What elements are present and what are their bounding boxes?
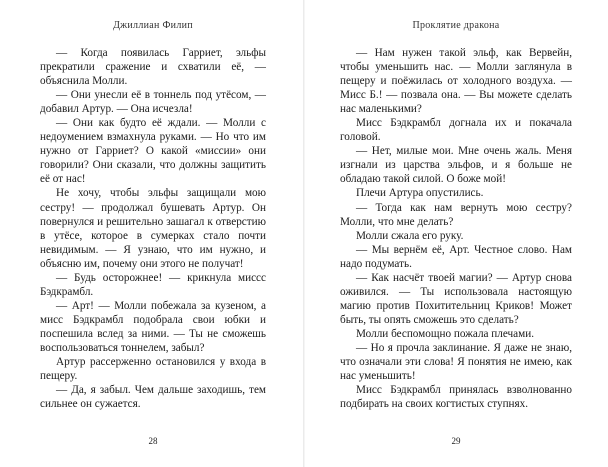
paragraph: — Как насчёт твоей магии? — Артур снова оживился. — Ты использовала настоящую магию против Похитительниц Криков! Может быть, ты опять сможешь это сделать? (340, 271, 572, 326)
paragraph: Не хочу, чтобы эльфы защищали мою сестру! — продолжал бушевать Артур. Он повернулся и решительно зашагал к отверстию в утёсе, которое в сумерках стало почти невидимым. — Я узнаю, что им нужно, и объясню им, почему они этого не получат! (40, 187, 266, 270)
right-page (340, 0, 572, 467)
paragraph: Плечи Артура опустились. (356, 187, 484, 200)
page-text-left (40, 46, 266, 411)
paragraph: — Мы вернём её, Арт. Честное слово. Нам надо подумать. (340, 243, 572, 270)
paragraph: — Арт! — Молли побежала за кузеном, а мисс Бэдкрамбл подобрала свои юбки и поспешила вслед за ними. — Ты не сможешь воспользоваться тоннелем, забыл? (40, 299, 266, 354)
paragraph: Молли беспомощно пожала плечами. (356, 327, 535, 340)
paragraph: Молли сжала его руку. (356, 229, 464, 242)
paragraph: — Да, я забыл. Чем дальше заходишь, тем сильнее он сужается. (40, 384, 266, 411)
page-text-right (340, 46, 572, 411)
paragraph: — Когда появилась Гарриет, эльфы прекратили сражение и схватили её, — объяснила Молли. (40, 47, 266, 88)
paragraph: — Нет, милые мои. Мне очень жаль. Меня изгнали из царства эльфов, и я больше не обладаю такой силой. О боже мой! (340, 145, 572, 186)
paragraph: — Они как будто её ждали. — Молли с недоумением взмахнула руками. — Но что им нужно от Гарриет? О какой «миссии» они говорили? Они сказали, что должны защитить её от нас! (40, 117, 266, 186)
paragraph: — Будь осторожнее! — крикнула миссс Бэдкрамбл. (40, 271, 266, 298)
paragraph: — Они унесли её в тоннель под утёсом, — добавил Артур. — Она исчезла! (40, 89, 266, 116)
running-header-left: Джиллиан Филип (113, 20, 193, 31)
paragraph: Артур рассерженно остановился у входа в пещеру. (40, 356, 266, 383)
page-number-left: 28 (148, 436, 158, 446)
paragraph: Мисс Бэдкрамбл принялась взволнованно подбирать на своих когтистых ступнях. (340, 384, 572, 411)
paragraph: Мисс Бэдкрамбл догнала их и покачала головой. (340, 117, 572, 144)
paragraph: — Тогда как нам вернуть мою сестру? Молли, что мне делать? (340, 201, 572, 228)
running-header-right: Проклятие дракона (412, 20, 500, 31)
page-number-right: 29 (451, 436, 461, 446)
left-page (40, 0, 266, 467)
paragraph: — Нам нужен такой эльф, как Вервейн, чтобы уменьшить нас. — Молли заглянула в пещеру и поёжилась от холодного воздуха. — Мисс Б.! — позвала она. — Вы можете сделать нас маленькими? (340, 47, 572, 116)
book-gutter (303, 0, 305, 467)
paragraph: — Но я прочла заклинание. Я даже не знаю, что означали эти слова! Я понятия не имею, как нас уменьшить! (340, 341, 572, 383)
